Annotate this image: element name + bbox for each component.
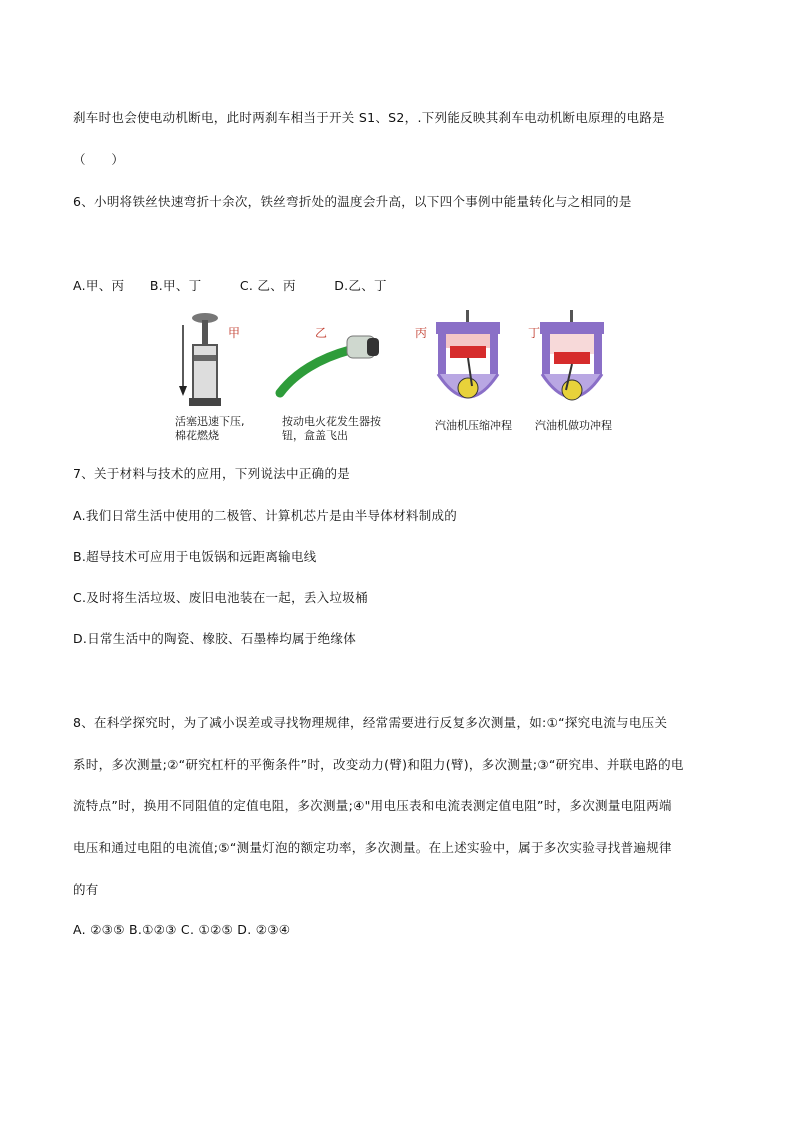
q7-option-a: A.我们日常生活中使用的二极管、计算机芯片是由半导体材料制成的 [73,508,458,523]
q6-stem: 6、小明将铁丝快速弯折十余次，铁丝弯折处的温度会升高，以下四个事例中能量转化与之相同的是 [73,194,632,209]
q8-stem-line4: 电压和通过电阻的电流值;⑤“测量灯泡的额定功率，多次测量。在上述实验中，属于多次实验寻找普遍规律 [73,840,672,855]
caption-yi-line1: 按动电火花发生器按 [282,415,381,428]
q8-options: A. ②③⑤ B.①②③ C. ①②⑤ D. ②③④ [73,922,291,937]
q6-figure [170,310,630,442]
caption-jia-line1: 活塞迅速下压, [175,415,245,428]
q8-stem-line2: 系时，多次测量;②“研究杠杆的平衡条件”时，改变动力(臂)和阻力(臂)，多次测量;③“研究串、并联电路的电 [73,757,684,772]
q7-option-b: B.超导技术可应用于电饭锅和远距离输电线 [73,549,317,564]
q7-stem: 7、关于材料与技术的应用，下列说法中正确的是 [73,466,351,481]
caption-ding: 汽油机做功冲程 [535,419,612,432]
q6-options: A.甲、丙 B.甲、丁 C. 乙、丙 D.乙、丁 [73,278,387,293]
engine-power-illustration [532,310,612,410]
figure-label-yi: 乙 [315,326,328,340]
q8-stem-line1: 8、在科学探究时，为了减小误差或寻找物理规律，经常需要进行反复多次测量，如:①“探究电流与电压关 [73,715,668,730]
figure-label-jia: 甲 [228,326,241,340]
q5-continuation-line: 刹车时也会使电动机断电，此时两刹车相当于开关 S1、S2，.下列能反映其刹车电动机断电原理的电路是 [73,110,665,125]
q8-stem-line5: 的有 [73,882,99,897]
spark-generator-illustration [275,328,385,398]
caption-jia-line2: 棉花燃烧 [175,429,219,442]
q7-option-c: C.及时将生活垃圾、废旧电池装在一起，丢入垃圾桶 [73,590,368,605]
caption-bing: 汽油机压缩冲程 [435,419,512,432]
engine-compression-illustration [428,310,508,410]
q8-stem-line3: 流特点”时，换用不同阻值的定值电阻，多次测量;④"用电压表和电流表测定值电阻”时，多次测量电阻两端 [73,798,672,813]
figure-label-bing: 丙 [415,326,428,340]
piston-cylinder-illustration [175,310,235,410]
q7-option-d: D.日常生活中的陶瓷、橡胶、石墨棒均属于绝缘体 [73,631,356,646]
q5-answer-bracket: （ ） [73,152,125,167]
figure-label-ding: 丁 [528,326,541,340]
caption-yi-line2: 钮，盒盖飞出 [282,429,348,442]
